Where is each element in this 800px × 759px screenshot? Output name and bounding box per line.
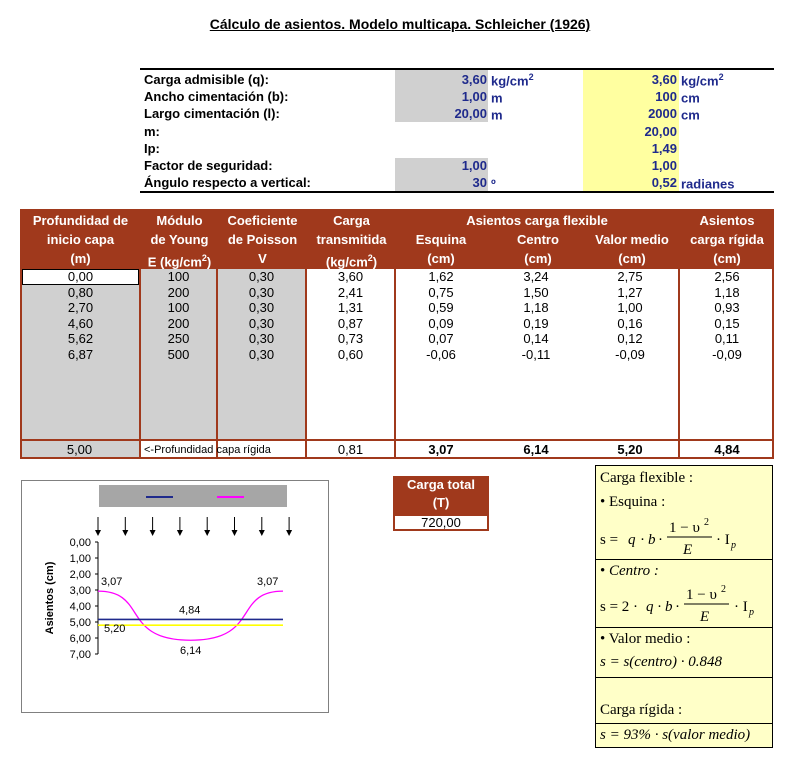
y-tick-label: 2,00	[69, 569, 91, 581]
cell-rigida: 1,18	[714, 284, 740, 300]
cell-modulo[interactable]: 200	[167, 284, 190, 300]
formula-sep	[596, 677, 772, 678]
summary-carga: 0,81	[337, 442, 364, 457]
label-esquina-right: 3,07	[257, 576, 279, 589]
load-arrow-head	[232, 530, 238, 536]
formula-box	[595, 465, 773, 748]
header-carga: Carga transmitida $(kg/cm^2)$	[316, 213, 387, 270]
param-label: m:	[144, 123, 160, 139]
cell-poisson[interactable]: 0,30	[248, 300, 275, 315]
svg-text:· I: · I	[716, 532, 730, 548]
y-tick-label: 3,00	[69, 585, 91, 597]
param-value-computed[interactable]: 0,52	[651, 175, 677, 191]
cell-rigida: 0,93	[714, 300, 740, 315]
cell-profundidad[interactable]: 0,80	[67, 284, 94, 300]
bullet-icon: •	[600, 494, 610, 510]
y-tick-label: 1,00	[69, 553, 91, 565]
param-label: Carga admisible (q):	[144, 72, 269, 87]
param-unit-computed: radianes	[681, 176, 735, 192]
load-arrow-head	[286, 530, 292, 536]
label-medio: 5,20	[104, 623, 126, 636]
param-value-computed[interactable]: 100	[655, 89, 677, 105]
y-tick-label: 7,00	[69, 649, 91, 661]
svg-text:s = 2 ·: s = 2 ·	[600, 599, 639, 615]
svg-text:p: p	[731, 540, 736, 551]
param-unit-computed: cm	[681, 90, 700, 106]
cell-centro: 3,24	[523, 269, 549, 284]
param-value-input[interactable]: 1,00	[461, 89, 487, 105]
formula-rigida: s = 93% · s(valor medio)	[600, 727, 751, 743]
load-arrow-head	[150, 530, 156, 536]
header-poisson: Coeficiente de Poisson V	[227, 213, 298, 266]
cell-profundidad[interactable]: 0,00	[67, 269, 94, 284]
settlement-chart	[21, 480, 329, 713]
cell-medio: 0,12	[617, 331, 643, 346]
param-label: Largo cimentación (l):	[144, 106, 280, 122]
cell-poisson[interactable]: 0,30	[248, 346, 275, 362]
svg-text:q: q	[628, 532, 636, 548]
cell-esquina: 0,07	[428, 331, 454, 346]
svg-text:· I: · I	[734, 599, 748, 615]
formula-sep	[596, 627, 772, 628]
param-unit-computed: $kg/cm^2$	[681, 72, 724, 89]
param-label: Ancho cimentación (b):	[144, 89, 289, 105]
load-arrow-head	[204, 530, 210, 536]
param-value-input[interactable]: 1,00	[461, 158, 487, 173]
cell-modulo[interactable]: 200	[167, 315, 190, 331]
cell-rigida: 0,11	[714, 331, 740, 346]
cell-medio: 0,16	[617, 315, 643, 331]
formula-sep	[596, 723, 772, 724]
cell-esquina: -0,06	[426, 346, 456, 362]
param-unit-input: º	[491, 176, 496, 192]
header-esquina: Esquina (cm)	[415, 232, 467, 266]
cell-rigida: -0,09	[712, 346, 742, 362]
svg-text:b: b	[648, 532, 656, 548]
cell-esquina: 1,62	[428, 269, 454, 284]
cell-rigida: 2,56	[714, 269, 740, 284]
cell-modulo[interactable]: 500	[167, 346, 190, 362]
cell-carga: 0,60	[337, 346, 364, 362]
formula-sep	[596, 559, 772, 560]
cell-profundidad[interactable]: 6,87	[67, 346, 94, 362]
bullet-icon: •	[600, 563, 610, 579]
cell-poisson[interactable]: 0,30	[248, 284, 275, 300]
label-esquina-left: 3,07	[101, 576, 123, 589]
cell-poisson[interactable]: 0,30	[248, 269, 275, 284]
cell-modulo[interactable]: 100	[167, 269, 190, 284]
cell-esquina: 0,75	[428, 284, 454, 300]
param-value-input[interactable]: 30	[472, 175, 487, 191]
svg-text:b: b	[665, 599, 673, 615]
header-rigida: Asientos carga rígida (cm)	[690, 213, 764, 266]
param-label: Ip:	[144, 140, 160, 156]
svg-text:2: 2	[704, 517, 709, 528]
cell-poisson[interactable]: 0,30	[248, 331, 275, 346]
svg-text:·: ·	[658, 532, 663, 548]
label-centro: 6,14	[180, 645, 202, 658]
header-modulo: Módulo de Young E $(kg/cm^2)$	[147, 213, 212, 270]
load-arrow-head	[259, 530, 265, 536]
svg-text:·: ·	[675, 599, 680, 615]
load-arrow-head	[177, 530, 183, 536]
param-unit-computed: cm	[681, 107, 700, 123]
summary-centro: 6,14	[523, 442, 549, 457]
param-value-input[interactable]: 3,60	[461, 72, 487, 87]
cell-medio: 1,27	[617, 284, 643, 300]
svg-text:1 − υ: 1 − υ	[686, 587, 717, 603]
cell-profundidad[interactable]: 5,62	[67, 331, 94, 346]
carga-total-header: Carga total (T)	[393, 476, 489, 514]
header-flexible: Asientos carga flexible	[466, 213, 608, 228]
cell-esquina: 0,09	[428, 315, 454, 331]
carga-total-value: 720,00	[393, 514, 489, 531]
summary-depth[interactable]: 5,00	[66, 442, 93, 457]
summary-esquina: 3,07	[428, 442, 454, 457]
y-tick-label: 0,00	[69, 537, 91, 549]
formula-centro	[598, 581, 770, 625]
svg-text:2: 2	[721, 584, 726, 595]
header-profundidad: Profundidad de inicio capa (m)	[32, 213, 129, 266]
cell-centro: 1,18	[523, 300, 549, 315]
param-value-input[interactable]: 20,00	[454, 106, 487, 122]
svg-text:·: ·	[640, 532, 645, 548]
param-value-computed[interactable]: 1,49	[651, 140, 677, 156]
cell-carga: 2,41	[337, 284, 364, 300]
formula-esquina	[598, 514, 770, 558]
svg-text:·: ·	[657, 599, 662, 615]
cell-centro: 1,50	[523, 284, 549, 300]
formula-esquina-label: • Esquina :	[600, 494, 666, 510]
param-unit-input: m	[491, 90, 503, 106]
param-value-computed[interactable]: 20,00	[644, 123, 677, 139]
cell-centro: -0,11	[521, 346, 551, 362]
formula-centro-label: • Centro :	[600, 563, 659, 579]
svg-text:E: E	[683, 542, 693, 558]
param-value-computed[interactable]: 2000	[648, 106, 677, 122]
cell-centro: 0,14	[523, 331, 549, 346]
svg-text:E: E	[700, 609, 710, 625]
cell-profundidad[interactable]: 4,60	[67, 315, 94, 331]
param-unit-input: m	[491, 107, 503, 123]
cell-modulo[interactable]: 250	[167, 331, 190, 346]
cell-centro: 0,19	[523, 315, 549, 331]
cell-carga: 0,73	[337, 331, 364, 346]
summary-medio: 5,20	[617, 442, 643, 457]
cell-profundidad[interactable]: 2,70	[67, 300, 94, 315]
cell-carga: 3,60	[337, 269, 364, 284]
bullet-icon: •	[600, 631, 609, 647]
param-unit-input: $kg/cm^2$	[491, 72, 534, 89]
cell-medio: -0,09	[615, 346, 645, 362]
footing-rect	[99, 485, 287, 507]
load-arrow-head	[122, 530, 128, 536]
formula-rigida-title: Carga rígida :	[600, 702, 683, 718]
y-tick-label: 6,00	[69, 633, 91, 645]
svg-text:1 − υ: 1 − υ	[669, 520, 700, 536]
param-value-computed[interactable]: 3,60	[651, 72, 677, 87]
cell-poisson[interactable]: 0,30	[248, 315, 275, 331]
params-bottom-rule	[140, 191, 774, 193]
param-label: Ángulo respecto a vertical:	[144, 175, 311, 191]
cell-medio: 2,75	[617, 269, 643, 284]
cell-modulo[interactable]: 100	[167, 300, 190, 315]
svg-text:p: p	[749, 607, 754, 618]
svg-text:q: q	[646, 599, 654, 615]
cell-rigida: 0,15	[714, 315, 740, 331]
y-tick-label: 5,00	[69, 617, 91, 629]
page-title: Cálculo de asientos. Modelo multicapa. Schleicher (1926)	[209, 16, 591, 32]
summary-rigida: 4,84	[714, 442, 740, 457]
label-rigida: 4,84	[179, 604, 201, 617]
y-tick-label: 4,00	[69, 601, 91, 613]
formula-medio: s = s(centro) · 0.848	[600, 654, 723, 670]
y-axis-title: Asientos (cm)	[44, 561, 56, 635]
formula-flexible-title: Carga flexible :	[600, 470, 694, 486]
cell-carga: 1,31	[337, 300, 364, 315]
summary-label: <-Profundidad capa rígida	[144, 444, 271, 456]
param-value-computed[interactable]: 1,00	[651, 158, 677, 173]
cell-medio: 1,00	[617, 300, 643, 315]
header-centro: Centro (cm)	[517, 232, 559, 266]
formula-medio-label: • Valor medio :	[600, 631, 691, 647]
cell-carga: 0,87	[337, 315, 364, 331]
cell-esquina: 0,59	[428, 300, 454, 315]
param-label: Factor de seguridad:	[144, 158, 273, 173]
header-medio: Valor medio (cm)	[595, 232, 669, 266]
load-arrow-head	[95, 530, 101, 536]
svg-text:s =: s =	[600, 532, 619, 548]
